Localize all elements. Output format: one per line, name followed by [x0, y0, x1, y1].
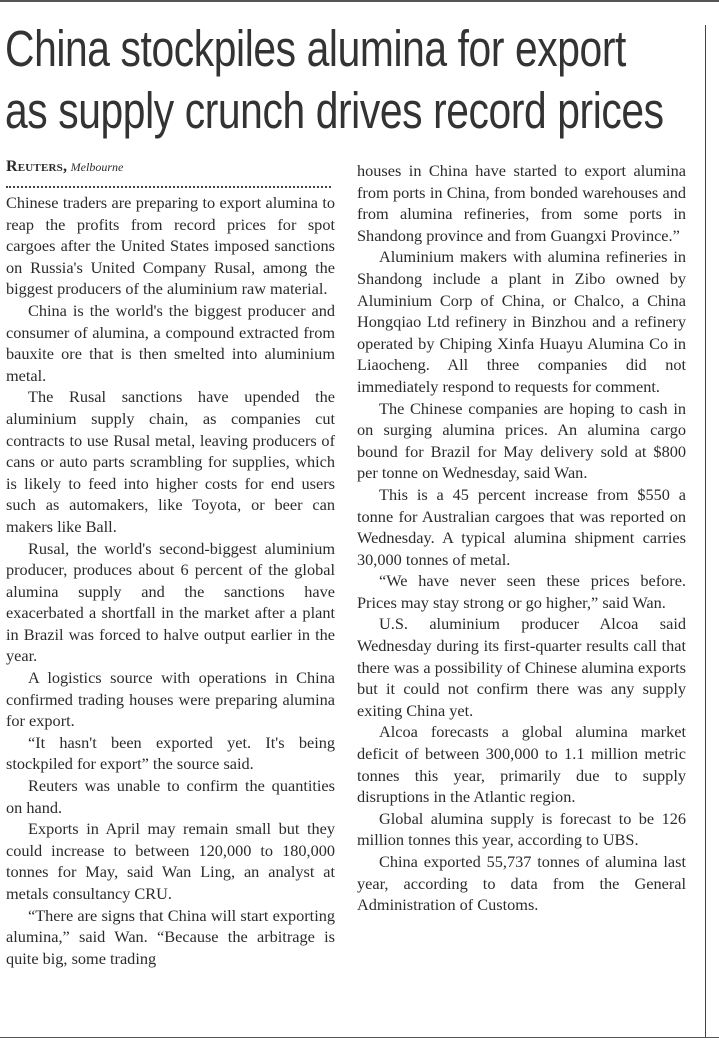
byline-location: Melbourne — [70, 160, 124, 174]
top-rule — [0, 0, 719, 2]
byline — [6, 157, 335, 178]
paragraph: Reuters was unable to confirm the quantities on hand. — [6, 776, 335, 817]
paragraph: Global alumina supply is forecast to be 126 million tonnes this year, according to UBS. — [357, 808, 686, 850]
paragraph: The Chinese companies are hoping to cash in on surging alumina prices. An alumina cargo bound for Brazil for May delivery sold at $800 per tonne on Wednesday, said Wan. — [357, 398, 686, 483]
paragraph: This is a 45 percent increase from $550 a tonne for Australian cargoes that was reported on Wednesday. A typical alumina shipment carries 30,000 tonnes of metal. — [357, 484, 686, 569]
paragraph: Exports in April may remain small but they could increase to between 120,000 to 180,000 tonnes for May, said Wan Ling, an analyst at metals consultancy CRU. — [6, 819, 335, 903]
paragraph: Rusal, the world's second-biggest aluminium producer, produces about 6 percent of the global alumina supply and the sanctions have exacerbated a shortfall in the market after a plant in Brazil was forced to halve output earlier in the year. — [6, 538, 335, 666]
paragraph: The Rusal sanctions have upended the aluminium supply chain, as companies cut contracts to use Rusal metal, leaving producers of cans or auto parts scrambling for supplies, which is likely to feed into higher costs for end users such as automakers, like Toyota, or beer can makers like Ball. — [6, 387, 335, 536]
paragraph: U.S. aluminium producer Alcoa said Wednesday during its first-quarter results call that there was a possibility of Chinese alumina exports but it could not confirm there was any supply exiting China yet. — [357, 614, 686, 720]
paragraph: A logistics source with operations in China confirmed trading houses were preparing alumina for export. — [6, 668, 335, 731]
paragraph: “We have never seen these prices before. Prices may stay strong or go higher,” said Wan. — [357, 571, 686, 612]
article-column-1 — [6, 157, 335, 969]
headline-line-1: China stockpiles alumina for export — [5, 20, 626, 77]
article-column-2 — [357, 160, 686, 916]
dotted-separator — [6, 180, 331, 188]
paragraph: China is the world's the biggest producer and consumer of alumina, a compound extracted from bauxite ore that is then smelted into aluminium metal. — [6, 300, 335, 385]
paragraph: “There are signs that China will start exporting alumina,” said Wan. “Because the arbitrage is quite big, some trading — [6, 905, 335, 968]
bottom-rule — [0, 1037, 719, 1038]
paragraph: China exported 55,737 tonnes of alumina last year, according to data from the General Administration of Customs. — [357, 852, 686, 915]
paragraph: Aluminium makers with alumina refineries in Shandong include a plant in Zibo owned by Aluminium Corp of China, or Chalco, a China Hongqiao Ltd refinery in Binzhou and a refinery operated by Chiping Xinfa Huayu Alumina Co in Liaocheng. All three companies did not immediately respond to requests for comment. — [357, 247, 686, 396]
paragraph: Chinese traders are preparing to export alumina to reap the profits from record prices for spot cargoes after the United States imposed sanctions on Russia's United Company Rusal, among the biggest producers of the aluminium raw material. — [6, 193, 335, 299]
paragraph: “It hasn't been exported yet. It's being stockpiled for export” the source said. — [6, 732, 335, 774]
right-column-rule — [705, 25, 706, 1037]
byline-agency: Reuters, — [6, 158, 68, 175]
paragraph: houses in China have started to export alumina from ports in China, from bonded warehouses and from alumina refineries, from some ports in Shandong province and from Guangxi Province.” — [357, 161, 686, 245]
paragraph: Alcoa forecasts a global alumina market deficit of between 300,000 to 1.1 million metric tonnes this year, primarily due to supply disruptions in the Atlantic region. — [357, 722, 686, 807]
headline-line-2: as supply crunch drives record prices — [5, 82, 664, 139]
headline — [5, 18, 664, 142]
